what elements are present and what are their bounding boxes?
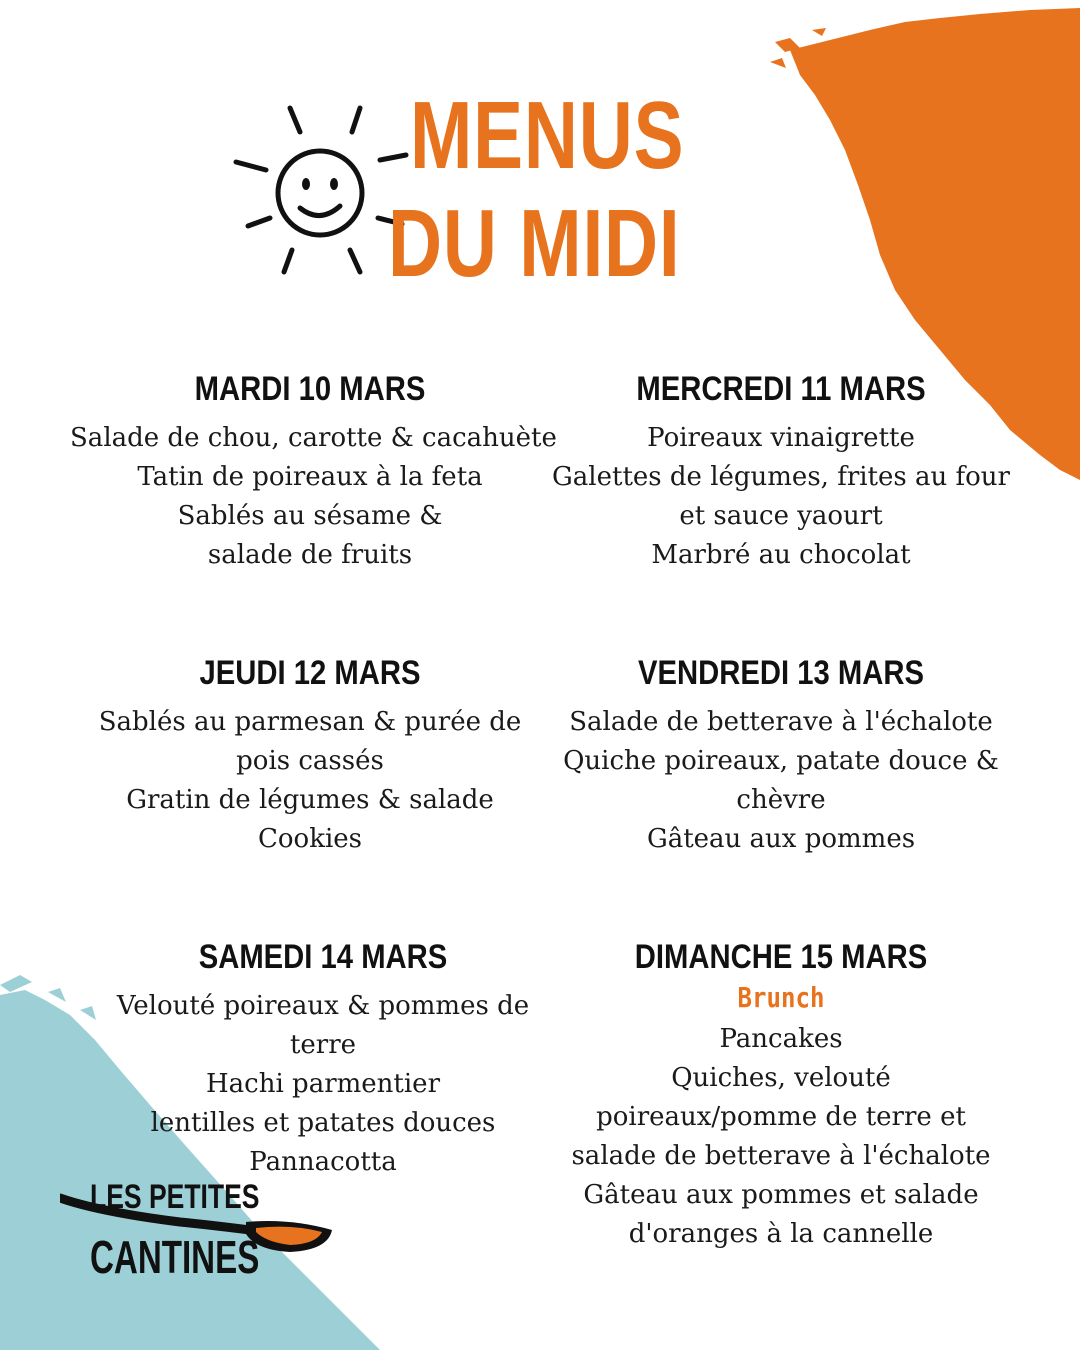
title-line-1: MENUS (410, 82, 685, 189)
day-heading: MARDI 10 MARS (194, 370, 426, 408)
dish-item: Velouté poireaux & pommes de (116, 991, 530, 1021)
dish-item: Gâteau aux pommes (646, 824, 916, 854)
logo-line-1: LES PETITES (90, 1178, 260, 1216)
day-heading: DIMANCHE 15 MARS (634, 938, 928, 976)
dish-list (541, 419, 1021, 575)
day-heading: JEUDI 12 MARS (199, 654, 421, 692)
title-line-2: DU MIDI (388, 190, 681, 297)
day-card-jeudi (70, 654, 550, 859)
dish-item: Pannacotta (249, 1147, 397, 1177)
dish-list (541, 703, 1021, 859)
dish-item: Quiches, velouté (671, 1063, 891, 1093)
dish-item: lentilles et patates douces (150, 1108, 496, 1138)
dish-item: Hachi parmentier (206, 1069, 440, 1099)
dish-item: chèvre (736, 785, 826, 815)
day-card-mardi (70, 370, 557, 575)
dish-item: Sablés au parmesan & purée de (98, 707, 522, 737)
page-title (388, 82, 763, 297)
dish-item: Gâteau aux pommes et salade (583, 1180, 979, 1210)
dish-item: et sauce yaourt (679, 501, 883, 531)
dish-item: Sablés au sésame & (177, 501, 443, 531)
dish-item: Marbré au chocolat (651, 540, 911, 570)
dish-item: Cookies (258, 824, 362, 854)
dish-item: Tatin de poireaux à la feta (137, 462, 483, 492)
day-card-vendredi (541, 654, 1021, 859)
les-petites-cantines-logo (60, 1178, 350, 1288)
dish-item: Gratin de légumes & salade (126, 785, 494, 815)
dish-list (70, 703, 550, 859)
day-card-samedi (83, 938, 563, 1182)
sun-smiley-icon (230, 100, 410, 285)
dish-item: Quiche poireaux, patate douce & (563, 746, 999, 776)
dish-item: salade de betterave à l'échalote (571, 1141, 991, 1171)
logo-line-2: CANTINES (90, 1231, 260, 1283)
dish-item: Pancakes (719, 1024, 843, 1054)
dish-item: terre (289, 1030, 357, 1060)
dish-item: Galettes de légumes, frites au four (552, 462, 1010, 492)
brunch-subtitle: Brunch (737, 981, 825, 1014)
day-heading: VENDREDI 13 MARS (638, 654, 924, 692)
dish-list (70, 419, 557, 575)
dish-item: d'oranges à la cannelle (628, 1219, 934, 1249)
dish-item: salade de fruits (207, 540, 413, 570)
day-card-dimanche (541, 938, 1021, 1254)
day-heading: SAMEDI 14 MARS (198, 938, 448, 976)
dish-list (541, 1020, 1021, 1254)
dish-item: Salade de chou, carotte & cacahuète (70, 423, 557, 453)
dish-item: Salade de betterave à l'échalote (569, 707, 993, 737)
dish-item: poireaux/pomme de terre et (596, 1102, 966, 1132)
day-heading: MERCREDI 11 MARS (636, 370, 926, 408)
day-card-mercredi (541, 370, 1021, 575)
dish-item: pois cassés (236, 746, 384, 776)
dish-item: Poireaux vinaigrette (647, 423, 915, 453)
dish-list (83, 987, 563, 1182)
